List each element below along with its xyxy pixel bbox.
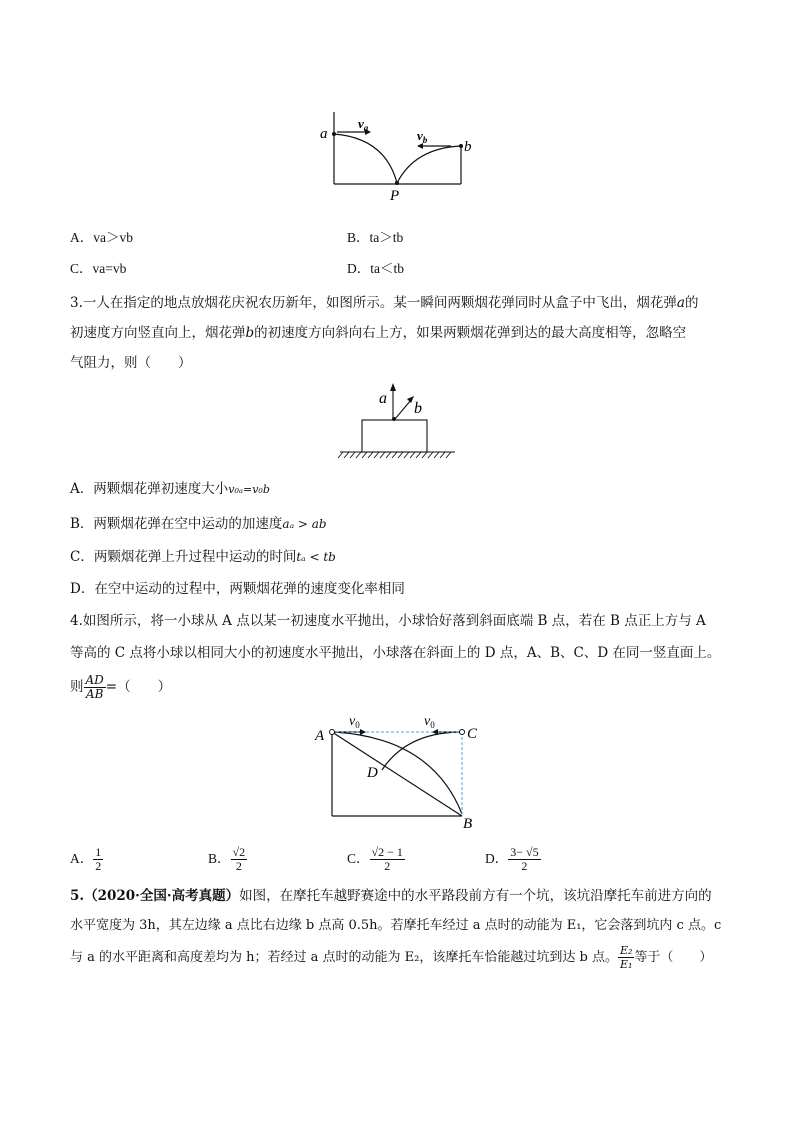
q5-line-2: 水平宽度为 3h，其左边缘 a 点比右边缘 b 点高 0.5h。若摩托车经过 a 点时的动能为 E₁，它会落到坑内 c 点。c — [70, 918, 722, 933]
label-v0-left: $v_0$ — [349, 714, 360, 730]
label-P: P — [390, 188, 400, 203]
label-a: a — [320, 126, 328, 142]
q4-line-3: 则 $\frac{AD}{AB}$ =（ ） — [70, 673, 172, 701]
label-firework-b: b — [414, 400, 422, 417]
q3-option-c: C．两颗烟花弹上升过程中运动的时间tₐ < tb — [70, 549, 336, 565]
label-firework-a: a — [379, 390, 387, 407]
q4-option-c: C． $\frac{√2 - 1}{2}$ — [347, 845, 403, 874]
label-v0-right: $v_0$ — [424, 714, 435, 730]
q3-line-1: 3.一人在指定的地点放烟花庆祝农历新年，如图所示。某一瞬间两颗烟花弹同时从盒子中飞出，烟花弹a的 — [70, 295, 699, 311]
q3-option-a: A．两颗烟花弹初速度大小v₀ₐ=v₀b — [70, 481, 270, 497]
q3-line-3: 气阻力，则（ ） — [70, 355, 192, 371]
q2-option-b: B．ta＞tb — [347, 230, 404, 245]
label-va: $v_a$ — [358, 116, 369, 133]
ratio-ad-ab: $\frac{AD}{AB}$ — [85, 673, 104, 701]
label-D: D — [367, 765, 378, 781]
q3-option-d: D．在空中运动的过程中，两颗烟花弹的速度变化率相同 — [70, 581, 405, 597]
q3-line-2: 初速度方向竖直向上，烟花弹b的初速度方向斜向右上方，如果两颗烟花弹到达的最大高度相等，忽略空 — [70, 325, 687, 341]
projectile-figure-q2 — [315, 108, 480, 203]
q2-option-a: A．va＞vb — [70, 230, 133, 245]
q2-option-d: D．ta＜tb — [347, 261, 404, 276]
q5-line-1: 5.（2020·全国·高考真题）如图，在摩托车越野赛途中的水平路段前方有一个坑，该坑沿摩托车前进方向的 — [70, 888, 712, 904]
label-A: A — [315, 728, 325, 744]
q5-line-3: 与 a 的水平距离和高度差均为 h；若经过 a 点时的动能为 E₂，该摩托车恰能越过坑到达 b 点。 $\frac{\text{E₂}}{\text{E₁}}$ 等于（ ） — [70, 944, 713, 971]
label-vb: $v_b$ — [417, 128, 428, 145]
incline-figure-q4 — [312, 708, 487, 833]
q2-option-c: C．va=vb — [70, 261, 127, 276]
q4-option-d: D． $\frac{3- √5}{2}$ — [485, 845, 539, 874]
q3-option-b: B．两颗烟花弹在空中运动的加速度aₐ > ab — [70, 516, 327, 532]
q4-option-a: A． $\frac{1}{2}$ — [70, 845, 102, 874]
q4-option-b: B． $\frac{√2}{2}$ — [208, 845, 246, 874]
q4-line-1: 4.如图所示，将一小球从 A 点以某一初速度水平抛出，小球恰好落到斜面底端 B 点，若在 B 点正上方与 A — [70, 613, 706, 629]
label-B: B — [463, 816, 473, 832]
label-C: C — [467, 726, 478, 742]
q4-line-2: 等高的 C 点将小球以相同大小的初速度水平抛出，小球落在斜面上的 D 点，A、B、C、D 在同一竖直面上。 — [70, 645, 721, 661]
label-b: b — [464, 139, 472, 155]
fireworks-figure-q3 — [335, 378, 460, 463]
